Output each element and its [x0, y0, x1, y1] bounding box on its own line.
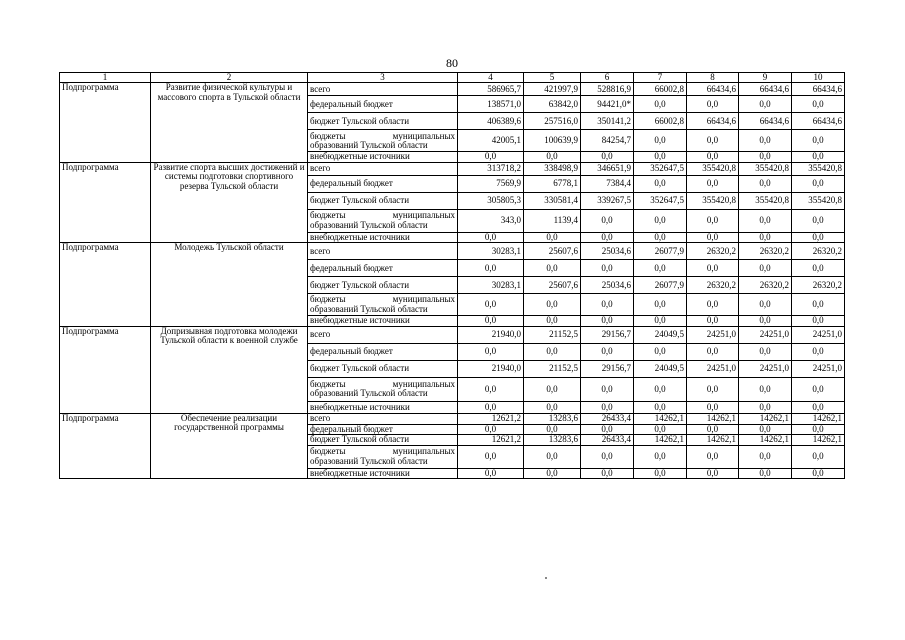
- amount-cell: 0,0: [634, 468, 687, 478]
- amount-cell: 21940,0: [458, 360, 524, 377]
- column-number: 4: [458, 73, 524, 83]
- amount-cell: 12621,2: [458, 413, 524, 424]
- amount-cell: 0,0: [581, 232, 634, 242]
- amount-cell: 0,0: [634, 260, 687, 277]
- amount-cell: 94421,0*: [581, 96, 634, 113]
- amount-cell: 0,0: [458, 445, 524, 468]
- amount-cell: 24251,0: [792, 360, 845, 377]
- amount-cell: 0,0: [792, 130, 845, 152]
- amount-cell: 14262,1: [634, 413, 687, 424]
- table-row: [60, 413, 845, 424]
- amount-cell: 0,0: [687, 152, 739, 162]
- amount-cell: 14262,1: [792, 435, 845, 445]
- funding-source: бюджет Тульской области: [308, 360, 458, 377]
- amount-cell: 14262,1: [687, 435, 739, 445]
- table-row: [60, 243, 845, 260]
- amount-cell: 0,0: [739, 424, 792, 434]
- amount-cell: 0,0: [524, 152, 581, 162]
- amount-cell: 29156,7: [581, 326, 634, 343]
- amount-cell: 350141,2: [581, 113, 634, 130]
- amount-cell: 0,0: [687, 445, 739, 468]
- amount-cell: 0,0: [739, 377, 792, 401]
- amount-cell: 0,0: [687, 316, 739, 326]
- amount-cell: 0,0: [524, 424, 581, 434]
- amount-cell: 25034,6: [581, 277, 634, 294]
- amount-cell: 355420,8: [687, 192, 739, 209]
- amount-cell: 0,0: [792, 175, 845, 192]
- funding-source: внебюджетные источники: [308, 468, 458, 478]
- amount-cell: 0,0: [739, 260, 792, 277]
- funding-source-line: бюджеты муниципальных: [310, 210, 455, 221]
- amount-cell: 339267,5: [581, 192, 634, 209]
- amount-cell: 355420,8: [739, 162, 792, 175]
- funding-source: всего: [308, 326, 458, 343]
- amount-cell: 0,0: [792, 377, 845, 401]
- amount-cell: 66434,6: [739, 83, 792, 96]
- amount-cell: 0,0: [524, 401, 581, 413]
- column-number: 5: [524, 73, 581, 83]
- amount-cell: 0,0: [524, 232, 581, 242]
- table-row: [60, 326, 845, 343]
- amount-cell: 0,0: [739, 232, 792, 242]
- column-number: 2: [151, 73, 308, 83]
- amount-cell: 0,0: [581, 209, 634, 232]
- amount-cell: 84254,7: [581, 130, 634, 152]
- subprogram-type: Подпрограмма: [60, 162, 151, 242]
- subprogram-type: Подпрограмма: [60, 413, 151, 478]
- amount-cell: 0,0: [634, 152, 687, 162]
- funding-source: всего: [308, 413, 458, 424]
- amount-cell: 0,0: [458, 377, 524, 401]
- amount-cell: 0,0: [739, 294, 792, 316]
- funding-source: бюджет Тульской области: [308, 277, 458, 294]
- amount-cell: 0,0: [739, 175, 792, 192]
- amount-cell: 66434,6: [739, 113, 792, 130]
- amount-cell: 355420,8: [792, 192, 845, 209]
- column-number-row: [60, 73, 845, 83]
- amount-cell: 13283,6: [524, 435, 581, 445]
- amount-cell: 0,0: [458, 316, 524, 326]
- amount-cell: 26433,4: [581, 413, 634, 424]
- amount-cell: 0,0: [687, 209, 739, 232]
- amount-cell: 343,0: [458, 209, 524, 232]
- amount-cell: 0,0: [792, 294, 845, 316]
- subprogram-type: Подпрограмма: [60, 243, 151, 326]
- column-number: 10: [792, 73, 845, 83]
- page-number: 80: [446, 56, 458, 70]
- amount-cell: 305805,3: [458, 192, 524, 209]
- table-row: [60, 162, 845, 175]
- column-number: 8: [687, 73, 739, 83]
- amount-cell: 24251,0: [687, 326, 739, 343]
- amount-cell: 0,0: [687, 130, 739, 152]
- amount-cell: 26433,4: [581, 435, 634, 445]
- funding-source-line: бюджеты муниципальных: [310, 130, 455, 141]
- funding-source: внебюджетные источники: [308, 152, 458, 162]
- amount-cell: 0,0: [792, 260, 845, 277]
- column-number: 7: [634, 73, 687, 83]
- funding-source: федеральный бюджет: [308, 175, 458, 192]
- amount-cell: 66434,6: [792, 83, 845, 96]
- amount-cell: 338498,9: [524, 162, 581, 175]
- amount-cell: 257516,0: [524, 113, 581, 130]
- amount-cell: 0,0: [739, 401, 792, 413]
- amount-cell: 14262,1: [739, 413, 792, 424]
- funding-source: федеральный бюджет: [308, 343, 458, 360]
- amount-cell: 0,0: [524, 445, 581, 468]
- amount-cell: 0,0: [458, 152, 524, 162]
- funding-source: [308, 130, 458, 152]
- amount-cell: 24251,0: [687, 360, 739, 377]
- amount-cell: 0,0: [634, 130, 687, 152]
- amount-cell: 66434,6: [687, 83, 739, 96]
- amount-cell: 0,0: [687, 468, 739, 478]
- amount-cell: 0,0: [581, 294, 634, 316]
- amount-cell: 0,0: [458, 294, 524, 316]
- table-row: [60, 83, 845, 96]
- funding-source-line: бюджеты муниципальных: [310, 446, 455, 457]
- amount-cell: 25607,6: [524, 277, 581, 294]
- amount-cell: 6778,1: [524, 175, 581, 192]
- amount-cell: 0,0: [634, 445, 687, 468]
- amount-cell: 66434,6: [792, 113, 845, 130]
- funding-source: [308, 294, 458, 316]
- amount-cell: 0,0: [792, 316, 845, 326]
- funding-source: внебюджетные источники: [308, 232, 458, 242]
- amount-cell: 7384,4: [581, 175, 634, 192]
- amount-cell: 0,0: [634, 401, 687, 413]
- funding-source: федеральный бюджет: [308, 260, 458, 277]
- amount-cell: 25034,6: [581, 243, 634, 260]
- subprogram-name: Обеспечение реализации государственной программы: [151, 413, 308, 478]
- amount-cell: 586965,7: [458, 83, 524, 96]
- funding-source-line: бюджеты муниципальных: [310, 294, 455, 305]
- amount-cell: 21940,0: [458, 326, 524, 343]
- subprogram-name: Развитие спорта высших достижений и системы подготовки спортивного резерва Тульской области: [151, 162, 308, 242]
- column-number: 9: [739, 73, 792, 83]
- amount-cell: 24251,0: [739, 360, 792, 377]
- amount-cell: 13283,6: [524, 413, 581, 424]
- amount-cell: 0,0: [792, 232, 845, 242]
- funding-source: бюджет Тульской области: [308, 435, 458, 445]
- budget-table: [59, 72, 845, 479]
- amount-cell: 0,0: [524, 316, 581, 326]
- funding-source-line: образований Тульской области: [310, 303, 428, 314]
- amount-cell: 0,0: [634, 343, 687, 360]
- amount-cell: 42005,1: [458, 130, 524, 152]
- funding-source: всего: [308, 162, 458, 175]
- column-number: 3: [308, 73, 458, 83]
- amount-cell: 355420,8: [739, 192, 792, 209]
- amount-cell: 0,0: [739, 130, 792, 152]
- funding-source: всего: [308, 83, 458, 96]
- amount-cell: 0,0: [634, 294, 687, 316]
- amount-cell: 26320,2: [687, 277, 739, 294]
- funding-source: внебюджетные источники: [308, 401, 458, 413]
- amount-cell: 29156,7: [581, 360, 634, 377]
- amount-cell: 0,0: [792, 209, 845, 232]
- amount-cell: 21152,5: [524, 360, 581, 377]
- amount-cell: 0,0: [458, 424, 524, 434]
- amount-cell: 0,0: [739, 96, 792, 113]
- amount-cell: 0,0: [458, 232, 524, 242]
- amount-cell: 14262,1: [634, 435, 687, 445]
- funding-source-line: образований Тульской области: [310, 139, 428, 150]
- amount-cell: 24049,5: [634, 360, 687, 377]
- amount-cell: 24049,5: [634, 326, 687, 343]
- amount-cell: 0,0: [581, 401, 634, 413]
- amount-cell: 0,0: [524, 468, 581, 478]
- amount-cell: 0,0: [581, 468, 634, 478]
- subprogram-type: Подпрограмма: [60, 83, 151, 162]
- amount-cell: 0,0: [687, 96, 739, 113]
- amount-cell: 0,0: [581, 316, 634, 326]
- amount-cell: 0,0: [634, 377, 687, 401]
- column-number: 6: [581, 73, 634, 83]
- funding-source-line: бюджеты муниципальных: [310, 378, 455, 389]
- amount-cell: 0,0: [687, 401, 739, 413]
- amount-cell: 138571,0: [458, 96, 524, 113]
- amount-cell: 26320,2: [792, 277, 845, 294]
- amount-cell: 24251,0: [792, 326, 845, 343]
- funding-source: [308, 209, 458, 232]
- funding-source-line: образований Тульской области: [310, 388, 428, 399]
- amount-cell: 26077,9: [634, 243, 687, 260]
- funding-source-line: образований Тульской области: [310, 455, 428, 466]
- amount-cell: 0,0: [581, 424, 634, 434]
- amount-cell: 0,0: [792, 343, 845, 360]
- amount-cell: 0,0: [687, 260, 739, 277]
- amount-cell: 0,0: [687, 343, 739, 360]
- amount-cell: 0,0: [524, 260, 581, 277]
- budget-table-body: [60, 73, 845, 479]
- amount-cell: 14262,1: [739, 435, 792, 445]
- amount-cell: 14262,1: [792, 413, 845, 424]
- amount-cell: 0,0: [739, 343, 792, 360]
- column-number: 1: [60, 73, 151, 83]
- amount-cell: 24251,0: [739, 326, 792, 343]
- amount-cell: 30283,1: [458, 277, 524, 294]
- amount-cell: 0,0: [581, 152, 634, 162]
- amount-cell: 14262,1: [687, 413, 739, 424]
- amount-cell: 0,0: [792, 445, 845, 468]
- amount-cell: 528816,9: [581, 83, 634, 96]
- amount-cell: 0,0: [634, 209, 687, 232]
- amount-cell: 406389,6: [458, 113, 524, 130]
- amount-cell: 0,0: [687, 424, 739, 434]
- amount-cell: 0,0: [581, 377, 634, 401]
- amount-cell: 313718,2: [458, 162, 524, 175]
- amount-cell: 66002,8: [634, 83, 687, 96]
- amount-cell: 0,0: [792, 424, 845, 434]
- amount-cell: 0,0: [524, 294, 581, 316]
- funding-source: всего: [308, 243, 458, 260]
- funding-source: бюджет Тульской области: [308, 192, 458, 209]
- amount-cell: 0,0: [634, 424, 687, 434]
- amount-cell: 12621,2: [458, 435, 524, 445]
- scan-artifact: [545, 577, 547, 579]
- amount-cell: 0,0: [581, 343, 634, 360]
- amount-cell: 0,0: [739, 445, 792, 468]
- amount-cell: 0,0: [739, 468, 792, 478]
- funding-source: [308, 377, 458, 401]
- subprogram-type: Подпрограмма: [60, 326, 151, 413]
- amount-cell: 355420,8: [687, 162, 739, 175]
- amount-cell: 0,0: [634, 316, 687, 326]
- amount-cell: 352647,5: [634, 162, 687, 175]
- amount-cell: 26320,2: [687, 243, 739, 260]
- amount-cell: 0,0: [634, 175, 687, 192]
- amount-cell: 0,0: [792, 401, 845, 413]
- amount-cell: 26320,2: [739, 277, 792, 294]
- amount-cell: 66002,8: [634, 113, 687, 130]
- amount-cell: 0,0: [739, 152, 792, 162]
- amount-cell: 21152,5: [524, 326, 581, 343]
- amount-cell: 30283,1: [458, 243, 524, 260]
- amount-cell: 421997,9: [524, 83, 581, 96]
- amount-cell: 330581,4: [524, 192, 581, 209]
- amount-cell: 0,0: [792, 96, 845, 113]
- amount-cell: 26320,2: [792, 243, 845, 260]
- amount-cell: 7569,9: [458, 175, 524, 192]
- amount-cell: 0,0: [792, 152, 845, 162]
- amount-cell: 0,0: [687, 232, 739, 242]
- amount-cell: 0,0: [634, 96, 687, 113]
- funding-source: федеральный бюджет: [308, 424, 458, 434]
- amount-cell: 355420,8: [792, 162, 845, 175]
- funding-source: внебюджетные источники: [308, 316, 458, 326]
- amount-cell: 25607,6: [524, 243, 581, 260]
- amount-cell: 346651,9: [581, 162, 634, 175]
- funding-source: [308, 445, 458, 468]
- subprogram-name: Допризывная подготовка молодежи Тульской области к военной службе: [151, 326, 308, 413]
- subprogram-name: Развитие физической культуры и массового спорта в Тульской области: [151, 83, 308, 162]
- amount-cell: 0,0: [687, 294, 739, 316]
- amount-cell: 66434,6: [687, 113, 739, 130]
- funding-source: федеральный бюджет: [308, 96, 458, 113]
- amount-cell: 0,0: [634, 232, 687, 242]
- amount-cell: 0,0: [524, 377, 581, 401]
- amount-cell: 0,0: [739, 209, 792, 232]
- amount-cell: 352647,5: [634, 192, 687, 209]
- amount-cell: 100639,9: [524, 130, 581, 152]
- funding-source: бюджет Тульской области: [308, 113, 458, 130]
- amount-cell: 0,0: [524, 343, 581, 360]
- amount-cell: 0,0: [581, 260, 634, 277]
- amount-cell: 0,0: [458, 260, 524, 277]
- amount-cell: 0,0: [581, 445, 634, 468]
- amount-cell: 0,0: [458, 468, 524, 478]
- amount-cell: 1139,4: [524, 209, 581, 232]
- funding-source-line: образований Тульской области: [310, 219, 428, 230]
- amount-cell: 26320,2: [739, 243, 792, 260]
- amount-cell: 63842,0: [524, 96, 581, 113]
- amount-cell: 0,0: [687, 175, 739, 192]
- amount-cell: 0,0: [792, 468, 845, 478]
- subprogram-name: Молодежь Тульской области: [151, 243, 308, 326]
- amount-cell: 0,0: [458, 343, 524, 360]
- amount-cell: 0,0: [458, 401, 524, 413]
- amount-cell: 0,0: [739, 316, 792, 326]
- amount-cell: 0,0: [687, 377, 739, 401]
- amount-cell: 26077,9: [634, 277, 687, 294]
